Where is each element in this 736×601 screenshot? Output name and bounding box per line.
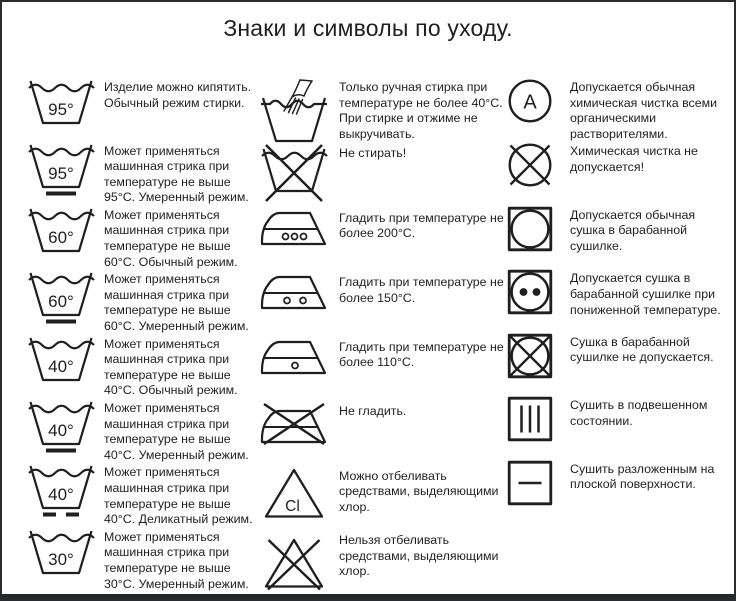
care-row xyxy=(259,78,507,144)
care-description: Не гладить. xyxy=(339,404,407,418)
care-row xyxy=(507,142,733,206)
care-description: Может применяться машинная стрика при температуре не выше 40°С. Обычный режим. xyxy=(104,336,238,398)
care-row xyxy=(507,269,733,333)
care-row xyxy=(507,460,733,524)
care-description: Допускается обычная химическая чистка всеми органическими растворителями. xyxy=(570,80,718,141)
svg-text:60°: 60° xyxy=(48,227,74,247)
care-description: Допускается сушка в барабанной сушилке при пониженной температуре. xyxy=(570,271,721,317)
care-description: Нельзя отбеливать средствами, выделяющими хлор. xyxy=(339,533,499,579)
svg-text:40°: 40° xyxy=(48,356,74,376)
care-row xyxy=(27,463,259,527)
care-row xyxy=(27,270,259,334)
wash-30-icon xyxy=(27,528,95,584)
bleach-chlorine-icon xyxy=(259,467,329,519)
wash-95-mild-icon xyxy=(27,142,95,198)
care-description: Изделие можно кипятить. Обычный режим стирки. xyxy=(104,80,252,110)
no-bleach-icon xyxy=(259,531,329,591)
care-description: Сушка в барабанной сушилке не допускается. xyxy=(570,334,714,365)
care-row xyxy=(259,144,507,209)
hang-dry-icon xyxy=(507,396,553,442)
wash-60-mild-icon xyxy=(27,270,95,326)
care-row xyxy=(27,142,259,206)
tumble-dry-low-icon xyxy=(507,269,553,315)
iron-110-icon xyxy=(259,338,329,376)
care-row xyxy=(27,399,259,463)
columns-container xyxy=(2,78,734,596)
wash-40-mild-icon xyxy=(27,399,95,455)
care-description: Только ручная стирка при температуре не более 40°С. При стирке и отжиме не выкручивать. xyxy=(339,80,503,141)
care-row xyxy=(259,531,507,596)
no-dry-clean-icon xyxy=(507,142,553,188)
care-row xyxy=(27,206,259,270)
column-dry-cleaning-drying xyxy=(507,78,733,523)
care-row xyxy=(507,206,733,270)
care-description: Может применяться машинная стрика при температуре не выше 30°С. Умеренный режим. xyxy=(104,529,249,591)
care-row xyxy=(27,528,259,592)
care-row xyxy=(259,338,507,403)
care-row xyxy=(259,402,507,467)
wash-95-icon xyxy=(27,78,95,134)
care-description: Допускается обычная сушка в барабанной сушилке. xyxy=(570,207,696,254)
care-description: Гладить при температуре не более 150°С. xyxy=(339,275,504,305)
care-description: Сушить разложенным на плоской поверхности. xyxy=(570,461,715,492)
care-row xyxy=(507,78,733,142)
care-description: Химическая чистка не допускается! xyxy=(570,144,698,174)
svg-text:95°: 95° xyxy=(48,163,74,183)
svg-text:40°: 40° xyxy=(48,485,74,505)
care-row xyxy=(507,396,733,460)
care-row xyxy=(259,209,507,274)
care-row xyxy=(507,333,733,397)
tumble-dry-icon xyxy=(507,206,553,252)
column-hand-wash-ironing-bleaching xyxy=(259,78,507,596)
care-description: Гладить при температуре не более 200°С. xyxy=(339,210,504,241)
svg-text:A: A xyxy=(523,91,537,114)
no-tumble-dry-icon xyxy=(507,333,553,379)
svg-text:95°: 95° xyxy=(48,100,74,119)
care-description: Может применяться машинная стрика при температуре не выше 40°С. Деликатный режим. xyxy=(104,465,253,527)
page-title: Знаки и символы по уходу. xyxy=(223,15,513,41)
wash-40-icon xyxy=(27,335,95,391)
dry-clean-a-icon xyxy=(507,78,553,124)
svg-text:Cl: Cl xyxy=(285,497,300,515)
care-description: Может применяться машинная стрика при температуре не выше 60°С. Умеренный режим. xyxy=(104,272,249,334)
care-description: Можно отбеливать средствами, выделяющими хлор. xyxy=(339,468,499,514)
care-row xyxy=(27,78,259,142)
iron-200-icon xyxy=(259,209,329,247)
wash-40-delicate-icon xyxy=(27,463,95,519)
care-row xyxy=(259,273,507,338)
care-description: Может применяться машинная стрика при температуре не выше 40°С. Умеренный режим. xyxy=(104,401,249,462)
care-description: Может применяться машинная стрика при температуре не выше 95°С. Умеренный режим. xyxy=(104,143,249,205)
care-description: Не стирать! xyxy=(339,146,407,160)
care-description: Гладить при температуре не более 110°С. xyxy=(339,339,504,370)
iron-150-icon xyxy=(259,273,329,311)
svg-text:30°: 30° xyxy=(48,549,74,569)
care-description: Может применяться машинная стрика при температуре не выше 60°С. Обычный режим. xyxy=(104,207,238,269)
column-washing xyxy=(27,78,259,592)
flat-dry-icon xyxy=(507,460,553,506)
bottom-bar xyxy=(2,594,734,599)
svg-text:40°: 40° xyxy=(48,421,74,440)
care-row xyxy=(259,467,507,532)
svg-text:60°: 60° xyxy=(48,292,74,312)
no-wash-icon xyxy=(259,144,329,202)
care-description: Сушить в подвешенном состоянии. xyxy=(570,398,708,428)
wash-60-icon xyxy=(27,206,95,262)
no-iron-icon xyxy=(259,402,329,446)
care-row xyxy=(27,335,259,399)
hand-wash-icon xyxy=(259,78,329,144)
